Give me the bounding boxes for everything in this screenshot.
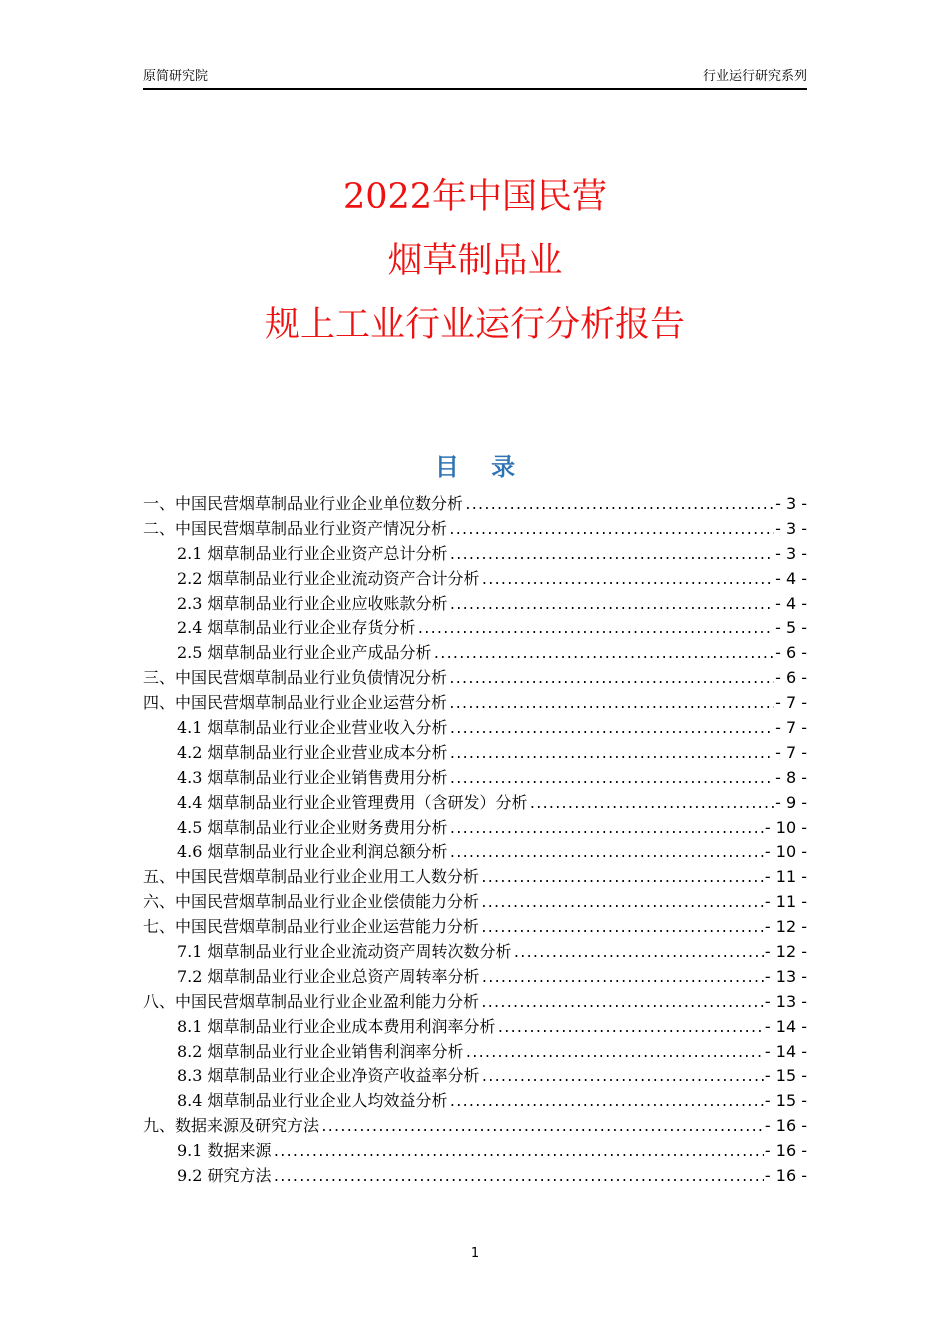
toc-entry-page: - 3 - bbox=[775, 518, 807, 538]
toc-entry-page: - 12 - bbox=[764, 917, 807, 937]
toc-entry[interactable] bbox=[143, 641, 807, 666]
toc-entry-label: 八、中国民营烟草制品业行业企业盈利能力分析 bbox=[143, 991, 480, 1011]
toc-entry-page: - 13 - bbox=[764, 991, 807, 1011]
toc-entry[interactable] bbox=[143, 965, 807, 990]
report-title bbox=[0, 178, 950, 370]
toc-entry-page: - 4 - bbox=[775, 568, 807, 588]
toc-entry-label: 8.4 烟草制品业行业企业人均效益分析 bbox=[177, 1091, 448, 1111]
toc-entry-label: 六、中国民营烟草制品业行业企业偿债能力分析 bbox=[143, 892, 480, 912]
toc-entry[interactable] bbox=[143, 517, 807, 542]
toc-entry-page: - 16 - bbox=[764, 1116, 807, 1136]
toc-entry[interactable] bbox=[143, 865, 807, 890]
toc-entry[interactable] bbox=[143, 1015, 807, 1040]
toc-entry[interactable] bbox=[143, 741, 807, 766]
toc-entry[interactable] bbox=[143, 1139, 807, 1164]
toc-entry-label: 9.2 研究方法 bbox=[177, 1166, 272, 1186]
toc-entry[interactable] bbox=[143, 1114, 807, 1139]
toc-entry-label: 三、中国民营烟草制品业行业负债情况分析 bbox=[143, 668, 448, 688]
title-line-3: 规上工业行业运行分析报告 bbox=[264, 305, 685, 345]
toc-entry[interactable] bbox=[143, 616, 807, 641]
toc-entry-label: 2.4 烟草制品业行业企业存货分析 bbox=[177, 618, 416, 638]
toc-entry-label: 一、中国民营烟草制品业行业企业单位数分析 bbox=[143, 494, 464, 513]
toc-entry-label: 9.1 数据来源 bbox=[177, 1141, 272, 1161]
toc-dot-leader bbox=[448, 668, 774, 691]
toc-entry[interactable] bbox=[143, 1164, 807, 1189]
toc-dot-leader bbox=[480, 992, 764, 1015]
toc-dot-leader bbox=[449, 718, 775, 741]
toc-dot-leader bbox=[273, 1141, 764, 1164]
toc-entry-page: - 3 - bbox=[775, 543, 807, 563]
toc-entry-label: 8.1 烟草制品业行业企业成本费用利润率分析 bbox=[177, 1016, 496, 1036]
toc-dot-leader bbox=[417, 618, 775, 641]
toc-entry[interactable] bbox=[143, 1064, 807, 1089]
toc-heading: 目 录 bbox=[434, 453, 528, 481]
toc-dot-leader bbox=[481, 1066, 764, 1089]
toc-dot-leader bbox=[464, 494, 774, 517]
toc-entry-label: 2.2 烟草制品业行业企业流动资产合计分析 bbox=[177, 568, 480, 588]
toc-entry-page: - 10 - bbox=[764, 817, 807, 837]
toc-entry-label: 8.2 烟草制品业行业企业销售利润率分析 bbox=[177, 1041, 464, 1061]
toc-dot-leader bbox=[481, 569, 775, 592]
toc-dot-leader bbox=[320, 1116, 764, 1139]
toc-entry-page: - 7 - bbox=[775, 718, 807, 738]
toc-entry-page: - 12 - bbox=[764, 942, 807, 962]
toc-dot-leader bbox=[529, 793, 775, 816]
toc-dot-leader bbox=[449, 768, 775, 791]
toc-dot-leader bbox=[480, 892, 764, 915]
toc-entry-page: - 3 - bbox=[775, 494, 807, 513]
toc-dot-leader bbox=[480, 867, 764, 890]
toc-entry-page: - 7 - bbox=[775, 742, 807, 762]
toc-entry-label: 2.1 烟草制品业行业企业资产总计分析 bbox=[177, 543, 448, 563]
toc-entry-label: 2.5 烟草制品业行业企业产成品分析 bbox=[177, 643, 432, 663]
toc-entry-label: 4.3 烟草制品业行业企业销售费用分析 bbox=[177, 767, 448, 787]
toc-entry-label: 8.3 烟草制品业行业企业净资产收益率分析 bbox=[177, 1066, 480, 1086]
toc-dot-leader bbox=[449, 818, 764, 841]
toc-entry-label: 四、中国民营烟草制品业行业企业运营分析 bbox=[143, 693, 448, 713]
toc-entry-label: 7.1 烟草制品业行业企业流动资产周转次数分析 bbox=[177, 942, 512, 962]
toc-entry-label: 4.5 烟草制品业行业企业财务费用分析 bbox=[177, 817, 448, 837]
toc-entry-page: - 14 - bbox=[764, 1016, 807, 1036]
toc-dot-leader bbox=[449, 842, 764, 865]
toc-entry-label: 二、中国民营烟草制品业行业资产情况分析 bbox=[143, 518, 448, 538]
toc-entry-page: - 4 - bbox=[775, 593, 807, 613]
title-line-2: 烟草制品业 bbox=[387, 241, 563, 281]
toc-entry[interactable] bbox=[143, 542, 807, 567]
toc-entry-label: 4.2 烟草制品业行业企业营业成本分析 bbox=[177, 742, 448, 762]
toc-entry[interactable] bbox=[143, 1089, 807, 1114]
toc-entry[interactable] bbox=[143, 492, 807, 517]
toc-entry[interactable] bbox=[143, 890, 807, 915]
toc-entry[interactable] bbox=[143, 716, 807, 741]
toc-entry-page: - 7 - bbox=[775, 693, 807, 713]
toc-entry[interactable] bbox=[143, 940, 807, 965]
toc-entry-page: - 15 - bbox=[764, 1066, 807, 1086]
toc-entry-page: - 9 - bbox=[775, 792, 807, 812]
toc-entry-label: 2.3 烟草制品业行业企业应收账款分析 bbox=[177, 593, 448, 613]
toc-dot-leader bbox=[497, 1017, 764, 1040]
toc-dot-leader bbox=[273, 1166, 764, 1189]
toc-entry-label: 七、中国民营烟草制品业行业企业运营能力分析 bbox=[143, 917, 480, 937]
toc-dot-leader bbox=[465, 1042, 764, 1065]
toc-entry[interactable] bbox=[143, 915, 807, 940]
toc-dot-leader bbox=[480, 917, 764, 940]
toc-entry-label: 五、中国民营烟草制品业行业企业用工人数分析 bbox=[143, 867, 480, 887]
toc-entry[interactable] bbox=[143, 691, 807, 716]
series-name: 行业运行研究系列 bbox=[702, 69, 807, 84]
toc-entry-page: - 16 - bbox=[764, 1141, 807, 1161]
toc-dot-leader bbox=[513, 942, 764, 965]
toc-entry-page: - 10 - bbox=[764, 842, 807, 862]
toc-entry-page: - 16 - bbox=[764, 1166, 807, 1186]
toc-dot-leader bbox=[448, 693, 774, 716]
title-line-1: 2022年中国民营 bbox=[342, 177, 608, 217]
toc-entry[interactable] bbox=[143, 592, 807, 617]
publisher-name: 原简研究院 bbox=[143, 69, 209, 84]
toc-dot-leader bbox=[449, 594, 775, 617]
toc-entry-label: 4.6 烟草制品业行业企业利润总额分析 bbox=[177, 842, 448, 862]
page-header bbox=[143, 68, 807, 90]
toc-entry-label: 7.2 烟草制品业行业企业总资产周转率分析 bbox=[177, 966, 480, 986]
toc-entry-page: - 8 - bbox=[775, 767, 807, 787]
toc-entry-page: - 14 - bbox=[764, 1041, 807, 1061]
toc-entry-label: 4.1 烟草制品业行业企业营业收入分析 bbox=[177, 718, 448, 738]
toc-entry[interactable] bbox=[143, 816, 807, 841]
table-of-contents bbox=[143, 492, 807, 1189]
toc-entry-page: - 15 - bbox=[764, 1091, 807, 1111]
toc-entry-label: 4.4 烟草制品业行业企业管理费用（含研发）分析 bbox=[177, 792, 528, 812]
toc-entry[interactable] bbox=[143, 666, 807, 691]
toc-dot-leader bbox=[433, 643, 775, 666]
toc-entry-page: - 5 - bbox=[775, 618, 807, 638]
toc-dot-leader bbox=[449, 743, 775, 766]
toc-entry-label: 九、数据来源及研究方法 bbox=[143, 1116, 320, 1136]
toc-dot-leader bbox=[481, 967, 764, 990]
toc-entry-page: - 11 - bbox=[764, 892, 807, 912]
toc-entry-page: - 6 - bbox=[775, 643, 807, 663]
page-number: 1 bbox=[470, 1246, 480, 1261]
toc-dot-leader bbox=[449, 544, 775, 567]
toc-dot-leader bbox=[449, 1091, 764, 1114]
toc-entry-page: - 11 - bbox=[764, 867, 807, 887]
toc-entry[interactable] bbox=[143, 791, 807, 816]
toc-entry[interactable] bbox=[143, 990, 807, 1015]
toc-entry[interactable] bbox=[143, 567, 807, 592]
toc-entry[interactable] bbox=[143, 766, 807, 791]
toc-entry-page: - 6 - bbox=[775, 668, 807, 688]
toc-entry-page: - 13 - bbox=[764, 966, 807, 986]
toc-dot-leader bbox=[448, 519, 774, 542]
toc-entry[interactable] bbox=[143, 840, 807, 865]
toc-entry[interactable] bbox=[143, 1040, 807, 1065]
